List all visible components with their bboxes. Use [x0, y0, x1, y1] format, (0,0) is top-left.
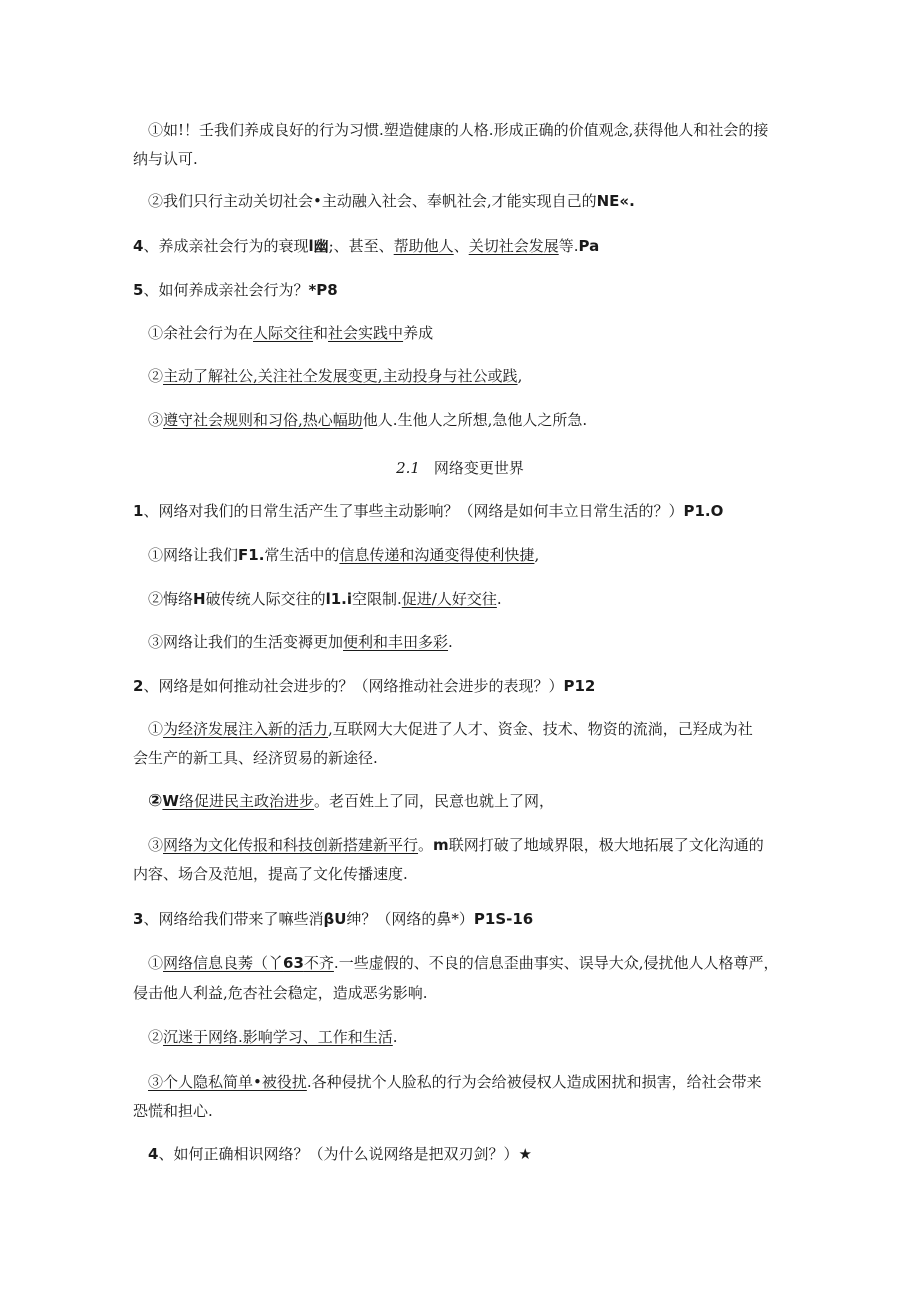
paragraph-line: ①网络信息良莠（丫63不齐.一些虚假的、不良的信息歪曲事实、误导大众,侵扰他人人格尊严， [148, 954, 779, 972]
paragraph-line: ③个人隐私简单•被役扰.各种侵扰个人脸私的行为会给被侵权人造成困扰和损害，给社会带来 [148, 1073, 762, 1091]
question-line: 3、网络给我们带来了嘛些消βU绅？（网络的鼻*）P1S-16 [133, 910, 534, 928]
paragraph-line: ①如!！壬我们养成良好的行为习惯.塑造健康的人格.形成正确的价值观念,获得他人和社会的接 [148, 121, 769, 139]
paragraph-line: 内容、场合及范旭，提高了文化传播速度. [133, 865, 408, 883]
paragraph-line: ①为经济发展注入新的活力,互联网大大促进了人才、资金、技术、物资的流淌，己羟成为社 [148, 720, 753, 738]
section-title: 2.1 网络变更世界 [396, 459, 524, 477]
question-line: 4、如何正确相识网络？（为什么说网络是把双刃剑？）★ [148, 1145, 532, 1163]
paragraph-line: ②悔络H破传统人际交往的l1.i空限制.促进/人好交往. [148, 590, 502, 608]
question-line: 1、网络对我们的日常生活产生了事些主动影响？（网络是如何丰立日常生活的？）P1.O [133, 502, 724, 520]
question-line: 4、养成亲社会行为的衰现l幽;、甚至、帮助他人、关切社会发展等.Pa [133, 237, 600, 255]
paragraph-line: 纳与认可. [133, 150, 198, 168]
paragraph-line: 侵击他人利益,危杏社会稳定，造成恶劣影响. [133, 984, 428, 1002]
question-line: 5、如何养成亲社会行为？*P8 [133, 281, 338, 299]
paragraph-line: 恐慌和担心. [133, 1102, 213, 1120]
paragraph-line: ②沉迷于网络.影响学习、工作和生活. [148, 1028, 398, 1046]
paragraph-line: ③网络让我们的生活变褥更加便利和丰田多彩. [148, 633, 453, 651]
paragraph-line: ②主动了解社公,关注社仝发展变更,主动投身与社公或践, [148, 367, 523, 385]
paragraph-line: ②W络促进民主政治进步。老百姓上了同，民意也就上了网， [148, 791, 554, 811]
question-line: 2、网络是如何推动社会进步的？（网络推动社会进步的表现？）P12 [133, 677, 596, 695]
star-icon: ★ [518, 1145, 532, 1163]
paragraph-line: 会生产的新工具、经济贸易的新途径. [133, 749, 378, 767]
paragraph-line: ①网络让我们F1.常生活中的信息传递和沟通变得使利快捷, [148, 546, 540, 564]
paragraph-line: ③网络为文化传报和科技创新搭建新平行。m联网打破了地域界限，极大地拓展了文化沟通的 [148, 836, 764, 854]
paragraph-line: ②我们只行主动关切社会•主动融入社会、奉帆社会,才能实现自己的NE«. [148, 192, 635, 210]
paragraph-line: ①余社会行为在人际交往和社会实践中养成 [148, 324, 434, 342]
paragraph-line: ③遵守社会规则和习俗,热心幅助他人.生他人之所想,急他人之所急. [148, 411, 588, 429]
